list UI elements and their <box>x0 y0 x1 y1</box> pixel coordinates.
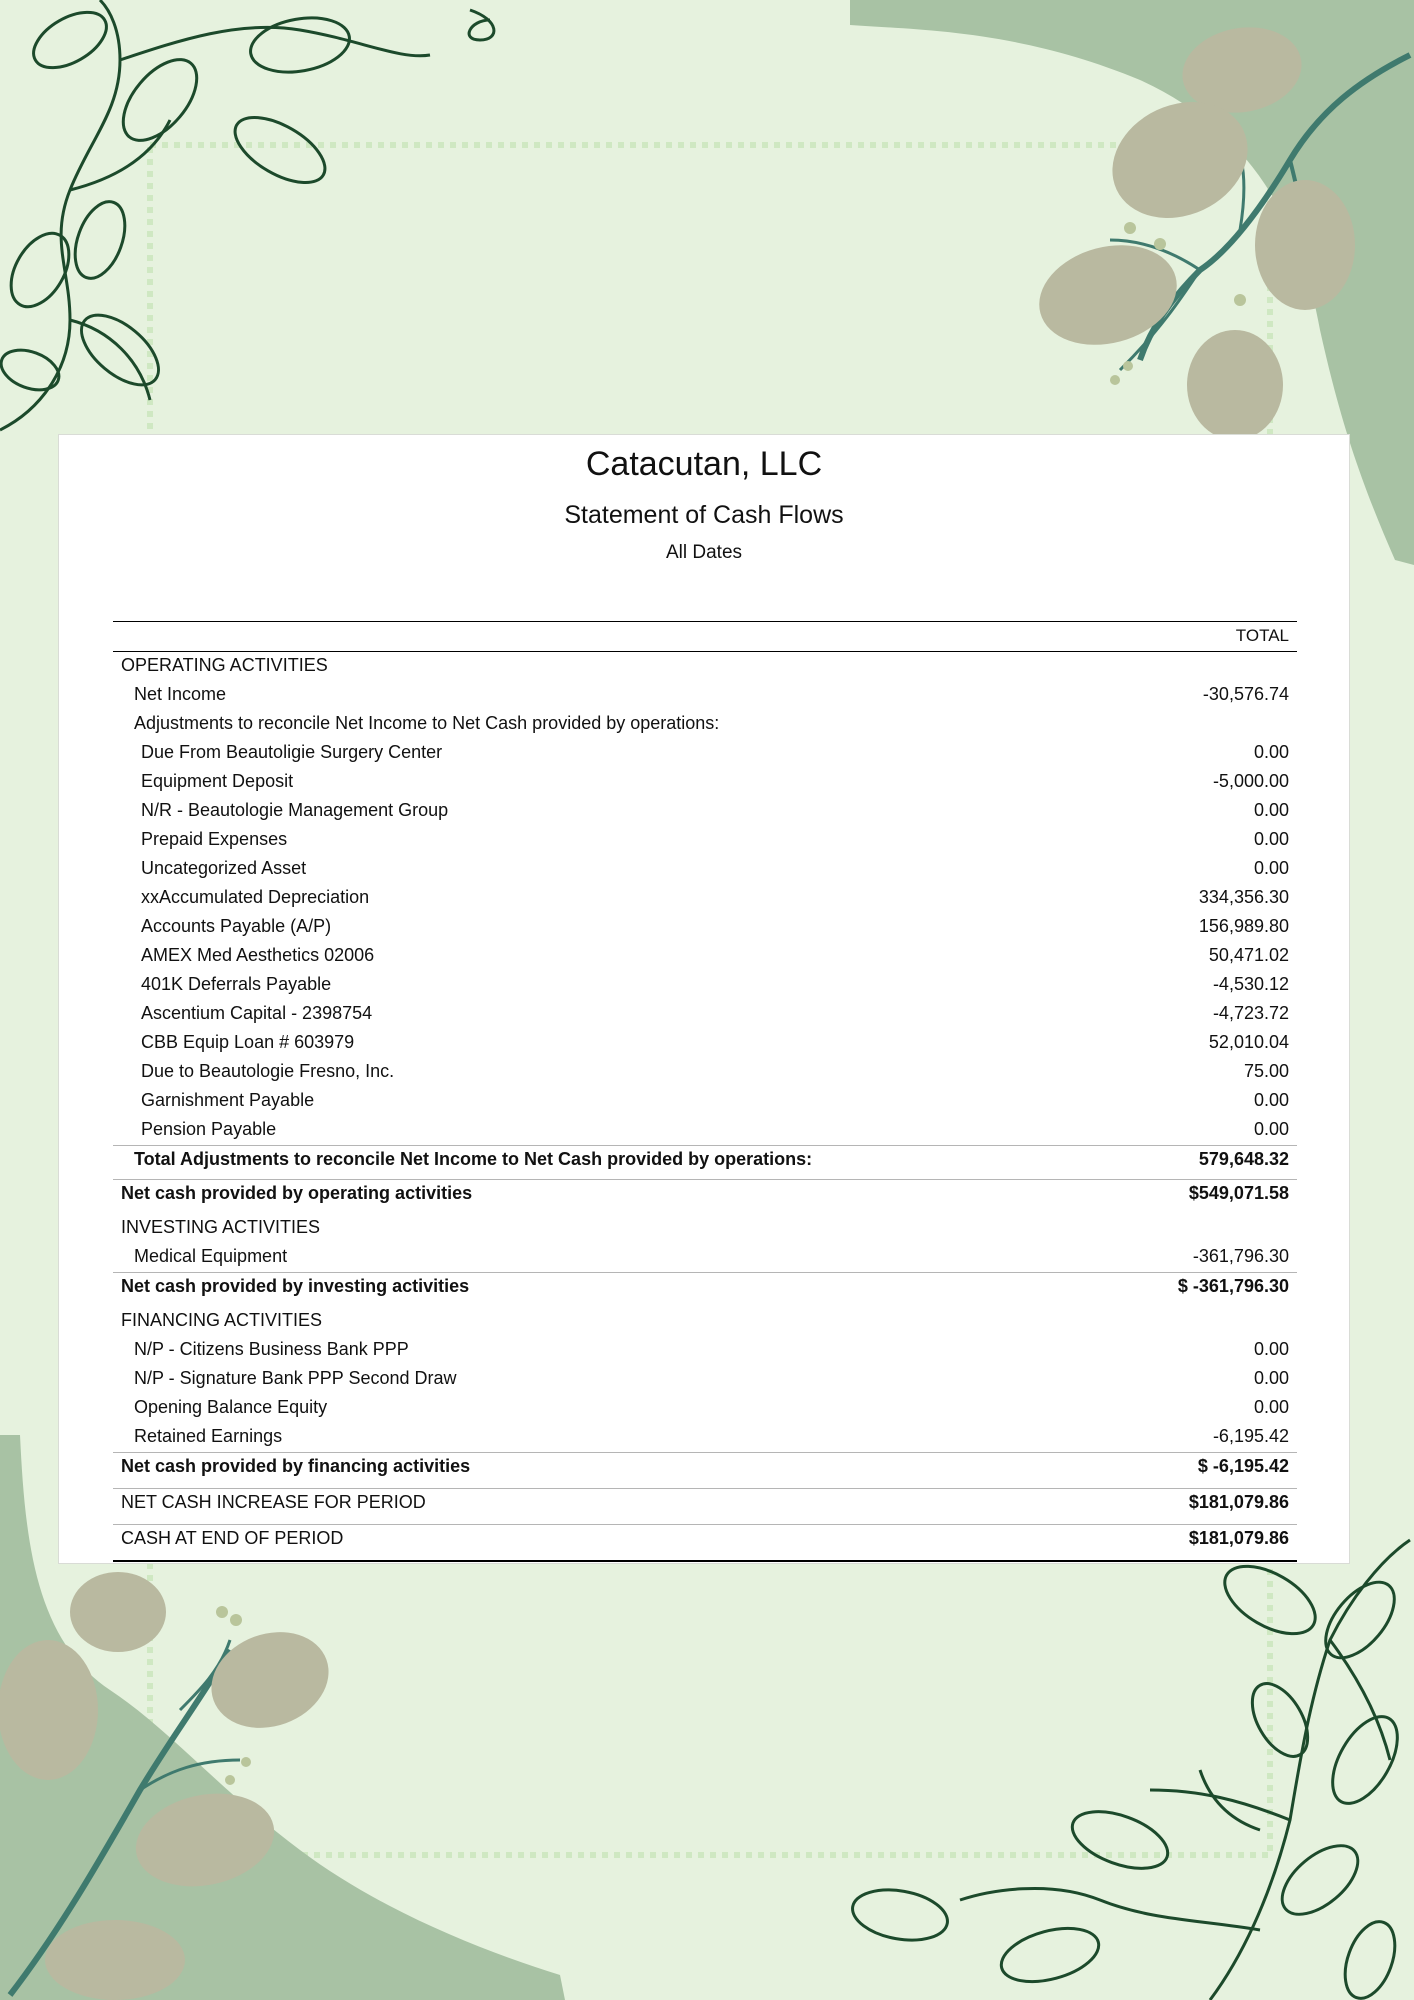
table-row: CBB Equip Loan # 603979 52,010.04 <box>141 1032 1289 1052</box>
table-row: Pension Payable 0.00 <box>141 1119 1289 1139</box>
cash-flow-table <box>113 621 1297 1562</box>
net-cash-investing-row: Net cash provided by investing activities $ -361,796.30 <box>113 1272 1297 1307</box>
table-row: Net Income -30,576.74 <box>134 684 1289 704</box>
table-row: Retained Earnings -6,195.42 <box>134 1426 1289 1446</box>
table-row: Ascentium Capital - 2398754 -4,723.72 <box>141 1003 1289 1023</box>
table-row: Prepaid Expenses 0.00 <box>141 829 1289 849</box>
cash-end-of-period-row: CASH AT END OF PERIOD $181,079.86 <box>113 1524 1297 1562</box>
table-row: Due From Beautoligie Surgery Center 0.00 <box>141 742 1289 762</box>
table-row: Accounts Payable (A/P) 156,989.80 <box>141 916 1289 936</box>
column-header-total: TOTAL <box>1235 626 1289 645</box>
table-row: Medical Equipment -361,796.30 <box>134 1246 1289 1266</box>
table-row: Uncategorized Asset 0.00 <box>141 858 1289 878</box>
table-row: N/P - Citizens Business Bank PPP 0.00 <box>134 1339 1289 1359</box>
section-heading-financing: FINANCING ACTIVITIES <box>121 1310 323 1330</box>
total-adjustments-row: Total Adjustments to reconcile Net Income to Net Cash provided by operations: 579,648.32 <box>113 1145 1297 1179</box>
section-heading-investing: INVESTING ACTIVITIES <box>121 1217 321 1237</box>
table-row: N/P - Signature Bank PPP Second Draw 0.00 <box>134 1368 1289 1388</box>
table-row: Opening Balance Equity 0.00 <box>134 1397 1289 1417</box>
net-cash-financing-row: Net cash provided by financing activities $ -6,195.42 <box>113 1452 1297 1488</box>
company-name: Catacutan, LLC <box>585 445 823 483</box>
table-row: Equipment Deposit -5,000.00 <box>141 771 1289 791</box>
table-row: Due to Beautologie Fresno, Inc. 75.00 <box>141 1061 1289 1081</box>
table-row: xxAccumulated Depreciation 334,356.30 <box>141 887 1289 907</box>
cash-flow-report <box>58 434 1350 1564</box>
table-header <box>113 621 1297 652</box>
leaf-vine-icon-top-left <box>0 0 494 430</box>
report-title: Statement of Cash Flows <box>564 501 844 529</box>
table-row: 401K Deferrals Payable -4,530.12 <box>141 974 1289 994</box>
net-cash-increase-row: NET CASH INCREASE FOR PERIOD $181,079.86 <box>113 1488 1297 1524</box>
section-heading-operating: OPERATING ACTIVITIES <box>121 655 328 675</box>
table-row: N/R - Beautologie Management Group 0.00 <box>141 800 1289 820</box>
table-row: AMEX Med Aesthetics 02006 50,471.02 <box>141 945 1289 965</box>
subsection-heading-adjustments: Adjustments to reconcile Net Income to Net Cash provided by operations: <box>134 713 720 733</box>
table-row: Garnishment Payable 0.00 <box>141 1090 1289 1110</box>
leaf-vine-icon-bottom-right <box>849 1540 1411 2000</box>
net-cash-operating-row: Net cash provided by operating activities $549,071.58 <box>113 1179 1297 1214</box>
report-period: All Dates <box>665 542 743 563</box>
